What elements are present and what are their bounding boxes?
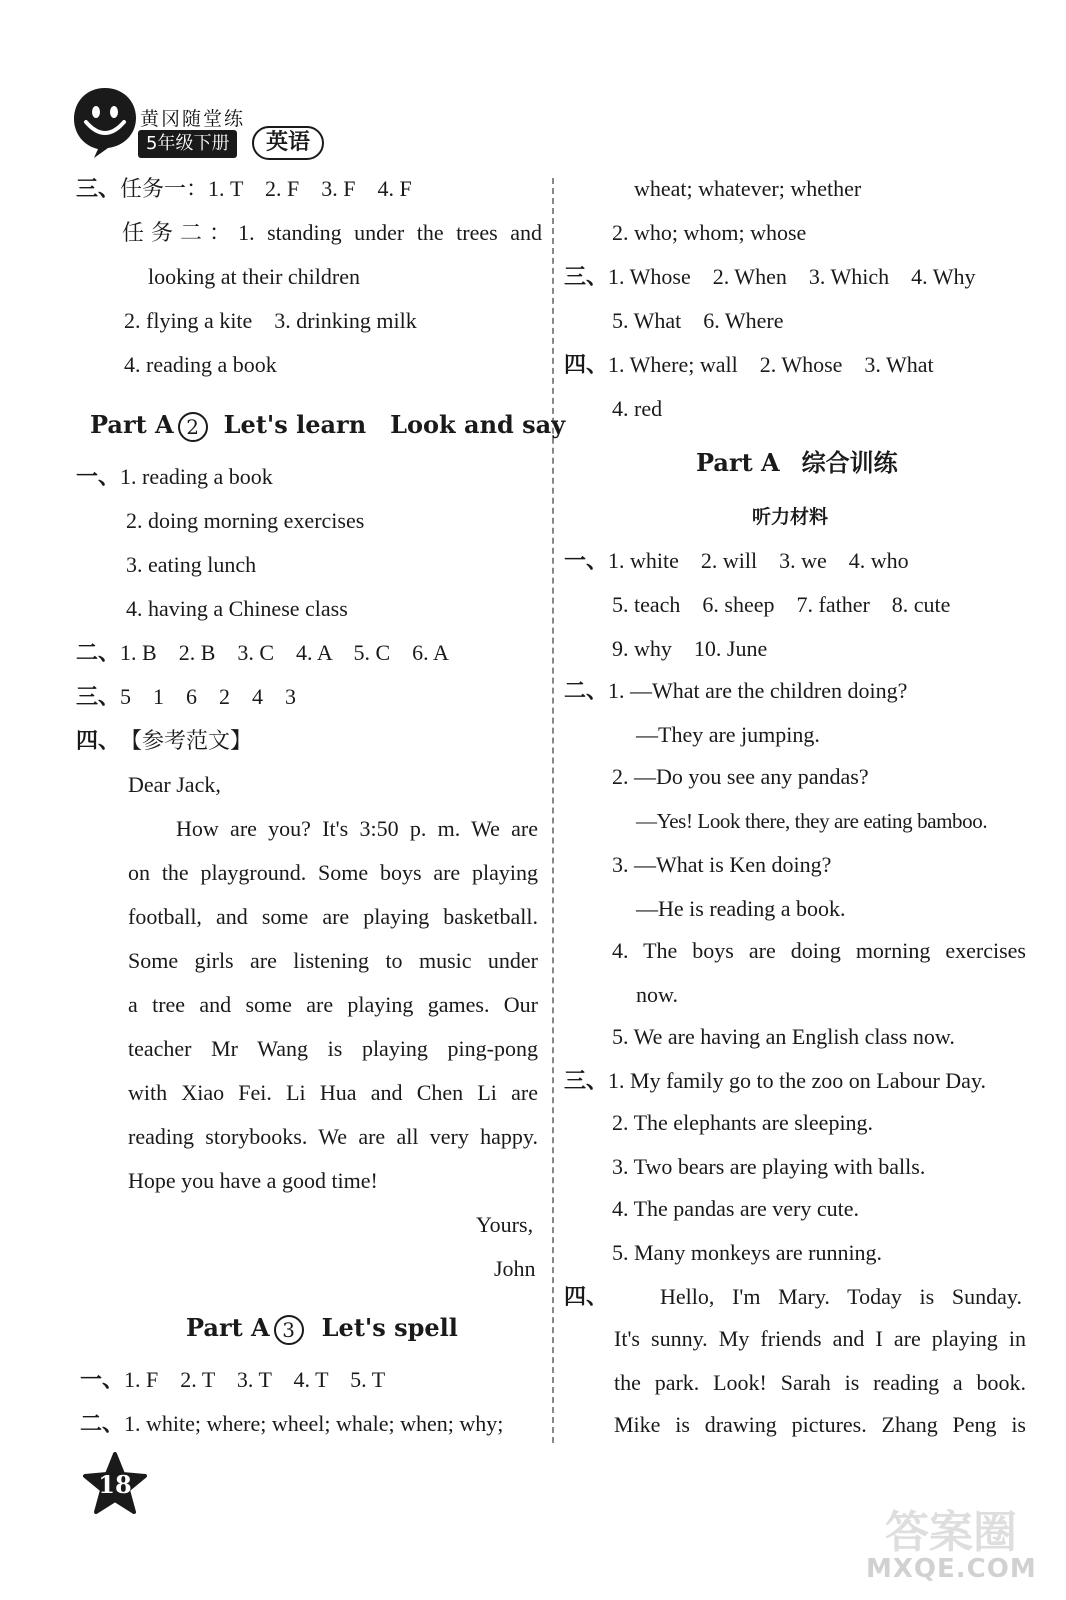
answer-line: 1. white; where; wheel; whale; when; why; [124,1411,504,1436]
heading-title: Let's spell [321,1313,458,1342]
section-heading-comprehensive [696,446,898,480]
subject-label: 英语 [252,126,324,160]
section-3-task2-line1 [122,218,542,248]
answer-line: 1. Where; wall 2. Whose 3. What [608,352,934,377]
section-2-line1 [80,1409,503,1439]
dialogue-line: 2. —Do you see any pandas? [612,764,869,789]
watermark-url: MXQE.COM [866,1554,1037,1584]
letter-text: Some girls are listening to music under [128,948,538,973]
letter-line [128,946,538,976]
letter-line [128,990,538,1020]
dialogue-line: 1. —What are the children doing? [608,678,908,703]
listening-material-label: 听力材料 [752,506,829,528]
answer-line: 1. B 2. B 3. C 4. A 5. C 6. A [120,640,449,665]
section-2-line1 [564,676,907,706]
section-1-line1 [76,462,273,492]
letter-text: teacher Mr Wang is playing ping-pong [128,1036,538,1061]
dialogue-line: —He is reading a book. [636,896,846,921]
page-number: 18 [98,1470,132,1499]
letter-text: with Xiao Fei. Li Hua and Chen Li are [128,1080,538,1105]
answer-line: 5 1 6 2 4 3 [120,684,297,709]
section-3-line1 [564,1066,986,1096]
page-number-badge [82,1452,148,1518]
answer-line: 2. flying a kite 3. drinking milk [124,308,417,333]
answer-line: 4. red [612,396,663,421]
letter-line [128,1078,538,1108]
section-marker: 三、 [564,264,609,290]
section-3-line1 [564,262,975,292]
answer-line: 1. reading a book [120,464,273,489]
passage-line [614,1410,1026,1440]
letter-text: football, and some are playing basketball. [128,904,538,929]
circled-number: 3 [274,1315,304,1345]
letter-line [128,1122,538,1152]
answer-line: 5. Many monkeys are running. [612,1240,883,1265]
section-heading-part-a3 [186,1311,458,1345]
dialogue-line [612,936,1026,966]
passage-text: Mike is drawing pictures. Zhang Peng is [614,1412,1026,1437]
answer-line: looking at their children [148,264,360,289]
dialogue-line: —They are jumping. [636,722,820,747]
book-logo [72,86,334,158]
section-marker: 三、 [564,1068,609,1094]
answer-line: 1. white 2. will 3. we 4. who [608,548,909,573]
section-1-line1 [80,1365,385,1395]
section-marker: 四、 [564,352,609,378]
letter-line [176,814,538,844]
watermark [866,1490,1036,1596]
answer-text: 4. The boys are doing morning exercises [612,938,1026,963]
section-marker: 二、 [564,678,609,704]
answer-line: 3. eating lunch [126,552,257,577]
sample-label: 【参考范文】 [120,728,253,753]
section-marker: 一、 [564,548,609,574]
section-4-line1 [564,1282,1022,1312]
section-marker: 一、 [76,464,121,490]
section-marker: 四、 [76,728,121,754]
letter-text: How are you? It's 3:50 p. m. We are [176,816,538,841]
passage-line [614,1368,1026,1398]
section-4-label [76,726,252,756]
watermark-logo-text: 答案圈 [885,1507,1017,1558]
circled-number: 2 [178,412,208,442]
section-marker: 三、 [76,176,121,202]
heading-title: Let's learn Look and say [223,410,566,439]
answer-line: 3. Two bears are playing with balls. [612,1154,926,1179]
section-4-line1 [564,350,934,380]
answer-line: 5. What 6. Where [612,308,784,333]
letter-signature: John [494,1256,536,1281]
dialogue-line: now. [636,982,678,1007]
heading-title: 综合训练 [801,449,898,477]
series-title: 黄冈随堂练 [140,108,246,130]
answer-line: 1. My family go to the zoo on Labour Day. [608,1068,987,1093]
passage-line [614,1324,1026,1354]
answer-line: 4. The pandas are very cute. [612,1196,859,1221]
letter-closing: Yours, [476,1212,534,1237]
letter-line [128,858,538,888]
section-1-line1 [564,546,909,576]
letter-line [128,1034,538,1064]
dialogue-line: —Yes! Look there, they are eating bamboo. [636,809,988,833]
answer-line: 5. teach 6. sheep 7. father 8. cute [612,592,951,617]
section-marker: 四、 [564,1284,609,1310]
heading-prefix: Part A [186,1313,270,1342]
letter-text: reading storybooks. We are all very happy. [128,1124,538,1149]
grade-label: 5年级下册 [138,130,237,158]
answer-line: 任务一：1. T 2. F 3. F 4. F [120,176,412,201]
heading-prefix: Part A [696,448,780,477]
answer-line: 1. Whose 2. When 3. Which 4. Why [608,264,976,289]
answer-line: 4. having a Chinese class [126,596,348,621]
answer-line: 9. why 10. June [612,636,768,661]
letter-line: Hope you have a good time! [128,1168,378,1193]
section-3-task1 [76,174,412,204]
passage-text: Hello, I'm Mary. Today is Sunday. [660,1284,1022,1309]
answer-line: 1. F 2. T 3. T 4. T 5. T [124,1367,386,1392]
dialogue-line: 5. We are having an English class now. [612,1024,955,1049]
answer-line: wheat; whatever; whether [634,176,862,201]
heading-prefix: Part A [90,410,174,439]
answer-line: 4. reading a book [124,352,277,377]
section-marker: 一、 [80,1367,125,1393]
passage-text: the park. Look! Sarah is reading a book. [614,1370,1026,1395]
answer-line: 任务二：1. standing under the trees and [122,220,542,245]
letter-text: on the playground. Some boys are playing [128,860,538,885]
letter-text: a tree and some are playing games. Our [128,992,538,1017]
answer-line: 2. who; whom; whose [612,220,807,245]
column-divider [552,178,554,1443]
passage-text: It's sunny. My friends and I are playing in [614,1326,1026,1351]
letter-line [128,902,538,932]
section-marker: 三、 [76,684,121,710]
section-heading-part-a2 [90,408,565,442]
section-marker: 二、 [80,1411,125,1437]
section-marker: 二、 [76,640,121,666]
section-3-line1 [76,682,296,712]
answer-line: 2. The elephants are sleeping. [612,1110,874,1135]
letter-greeting: Dear Jack, [128,772,221,797]
answer-line: 2. doing morning exercises [126,508,365,533]
section-2-line1 [76,638,449,668]
dialogue-line: 3. —What is Ken doing? [612,852,832,877]
smiley-icon [72,86,138,158]
